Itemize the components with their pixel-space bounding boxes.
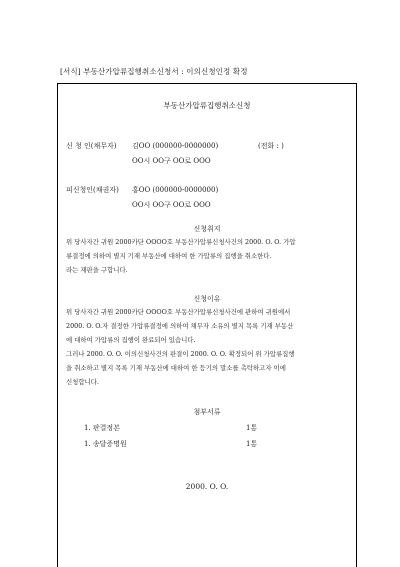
- applicant-phone: (전화 : ): [258, 142, 284, 150]
- reason-line: 에 대하여 가압류의 집행이 완료되어 있습니다.: [66, 336, 196, 344]
- document-header: [서식] 부동산가압류집행취소신청서 : 이의신청인정 확정: [60, 67, 248, 76]
- reason-line: 신청합니다.: [66, 378, 99, 386]
- attachments-title: 첨부서류: [193, 408, 221, 416]
- respondent-name-id: 홍OO (000000-0000000): [132, 186, 219, 194]
- respondent-label: 피신청인(채권자): [66, 186, 119, 194]
- purpose-line: 류결정에 의하여 별지 기재 부동산에 대하여 한 가압류의 집행을 취소한다.: [66, 252, 272, 260]
- attachment-item-count: 1통: [246, 424, 258, 432]
- application-form: [57, 83, 357, 567]
- form-title: 부동산가압류집행취소신청: [163, 101, 251, 110]
- reason-line: 그러나 2000. O. O. 이의신청사건의 판결이 2000. O. O. 확정되어 위 가압류집행: [66, 350, 295, 358]
- purpose-line: 위 당사자간 귀원 2000카단 OOOO호 부동산가압류신청사건의 2000. O. O. 가압: [66, 238, 296, 246]
- reason-paragraph: [66, 305, 352, 389]
- reason-line: 을 취소하고 별지 목록 기재 부동산에 대하여 한 등기의 말소를 촉탁하고자 이에: [66, 364, 286, 372]
- reason-line: 위 당사자간 귀원 2000카단 OOOO호 부동산가압류신청사건에 관하여 귀원에서: [66, 308, 291, 316]
- reason-title: 신청이유: [193, 295, 221, 303]
- respondent-address: OO시 OO구 OO로 OOO: [132, 201, 211, 209]
- attachment-item-name: 1. 판결정본: [84, 424, 120, 432]
- applicant-address: OO시 OO구 OO로 OOO: [132, 157, 211, 165]
- applicant-label: 신 청 인(채무자): [66, 142, 117, 150]
- reason-line: 2000. O. O.자 결정한 가압류결정에 의하여 채무자 소유의 별지 목록 기재 부동산: [66, 322, 294, 330]
- purpose-line: 라는 재판을 구합니다.: [66, 266, 128, 274]
- purpose-title: 신청취지: [193, 225, 221, 233]
- purpose-paragraph: [66, 235, 352, 277]
- application-date: 2000. O. O.: [185, 482, 229, 491]
- attachment-item-count: 1통: [246, 440, 258, 448]
- attachment-item-name: 1. 송달증명원: [84, 440, 127, 448]
- applicant-name-id: 김OO (000000-0000000): [132, 142, 219, 150]
